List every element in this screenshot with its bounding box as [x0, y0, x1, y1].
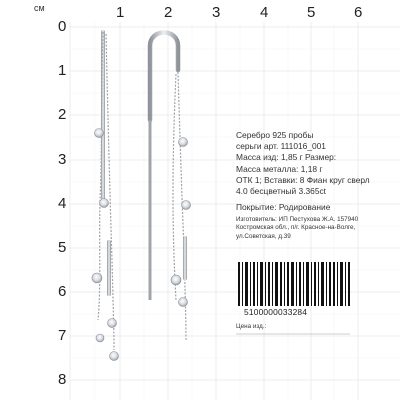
ruler-top-6: 6: [354, 4, 363, 21]
ruler-side-8: 8: [58, 371, 67, 388]
left-gem-3: [92, 273, 102, 283]
right-gem-4: [179, 298, 188, 307]
ruler-side-3: 3: [58, 151, 67, 168]
product-tag-info: [236, 130, 396, 213]
left-earring-bar: [107, 240, 111, 296]
ruler-top-5: 5: [307, 4, 316, 21]
maker-line-2: Костромская обл., п/г. Красное-на-Волге,: [236, 224, 356, 232]
tag-line-article: серьги арт. 111016_001: [236, 141, 326, 152]
ruler-top-1: 1: [116, 4, 125, 21]
barcode-number: 5100000033284: [244, 307, 308, 317]
ruler-side-0: 0: [58, 18, 67, 35]
left-gem-2: [100, 199, 109, 208]
ruler-unit-label: см: [34, 3, 45, 13]
manufacturer-info: [236, 216, 396, 241]
right-earring-hook: [150, 33, 178, 121]
right-earring-chain-2: [173, 74, 176, 300]
barcode-bars: [238, 262, 350, 306]
ruler-side-4: 4: [58, 195, 67, 212]
left-gem-4: [108, 319, 117, 328]
ruler-side-2: 2: [58, 106, 67, 123]
tag-line-coating: Покрытие: Родирование: [236, 202, 331, 213]
ruler-side-6: 6: [58, 283, 67, 300]
ruler-side-5: 5: [58, 239, 67, 256]
maker-line-3: ул.Советская, д.39: [236, 232, 291, 240]
left-earring: [92, 30, 119, 361]
right-gem-1: [179, 138, 188, 147]
left-earring-pin: [101, 30, 105, 200]
right-gem-2: [182, 201, 191, 210]
ruler-top-4: 4: [260, 4, 269, 21]
ruler-side-7: 7: [58, 327, 67, 344]
tag-line-inserts: ОТК 1; Вставки: 8 Фиан круг сверл: [236, 174, 370, 185]
left-gem-1: [95, 129, 104, 138]
left-gem-6: [110, 352, 119, 361]
ruler-top-3: 3: [212, 4, 221, 21]
tag-line-metal-weight: Масса металла: 1,18 г: [236, 163, 323, 174]
price-label: Цена изд.:: [236, 323, 267, 330]
right-gem-3: [171, 275, 181, 285]
left-earring-chain-2: [106, 34, 114, 350]
tag-line-weight: Масса изд: 1,85 г Размер:: [236, 152, 337, 163]
tag-line-carat: 4.0 бесцветный 3.365ct: [236, 186, 327, 197]
left-gem-5: [96, 334, 104, 342]
tag-line-metal: Серебро 925 пробы: [236, 130, 314, 140]
maker-line-1: Изготовитель: ИП Пестухова Ж.А. 157940: [236, 216, 359, 223]
ruler-side-1: 1: [58, 62, 67, 79]
right-earring: [150, 33, 191, 341]
ruler-top-2: 2: [164, 4, 173, 21]
right-earring-bar: [183, 236, 187, 280]
